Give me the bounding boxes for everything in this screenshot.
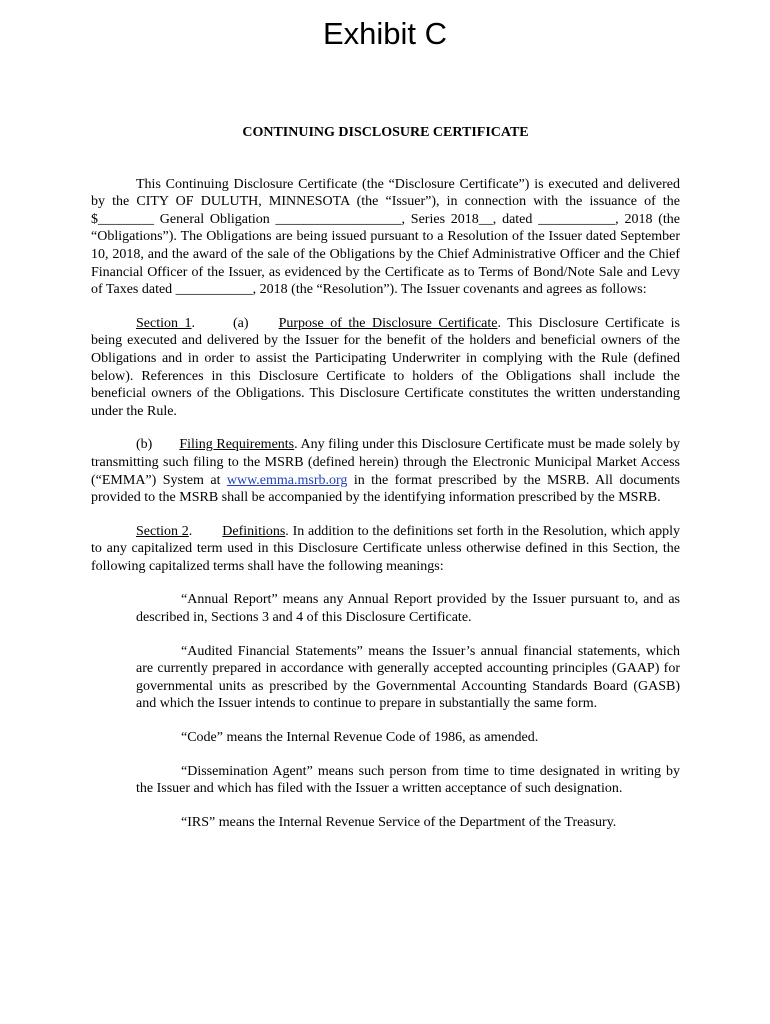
section-2-label: Section 2 — [136, 523, 189, 539]
definition-irs: “IRS” means the Internal Revenue Service of the Department of the Treasury. — [181, 814, 617, 830]
section-1b-text-after: in the format prescribed by the MSRB. All documents provided to the MSRB shall be accompanied by the identifying information prescribed by the MSRB. — [91, 472, 680, 506]
section-2-paragraph: Section 2. Definitions. In addition to the definitions set forth in the Resolution, which apply to any capitalized term used in this Disclosure Certificate unless otherwise defined in this Section, the following capitalized terms shall have the following meanings: — [91, 523, 680, 574]
document-body — [91, 124, 680, 831]
definition-annual-report: “Annual Report” means any Annual Report provided by the Issuer pursuant to, and as described in, Sections 3 and 4 of this Disclosure Certificate. — [136, 592, 680, 626]
definitions-list — [136, 591, 680, 831]
section-2-heading: Definitions — [222, 523, 286, 539]
intro-paragraph: This Continuing Disclosure Certificate (the “Disclosure Certificate”) is executed and delivered by the CITY OF DULUTH, MINNESOTA (the “Issuer”), in connection with the issuance of the $________ General Obligation __________________, Series 2018__, dated ___________, 2018 (the “Obligations”). The Obligations are being issued pursuant to a Resolution of the Issuer dated September 10, 2018, and the award of the sale of the Obligations by the Chief Administrative Officer and the Chief Financial Officer of the Issuer, as evidenced by the Certificate as to Terms of Bond/Note Sale and Levy of Taxes dated ___________, 2018 (the “Resolution”). The Issuer covenants and agrees as follows: — [91, 176, 680, 298]
document-title: CONTINUING DISCLOSURE CERTIFICATE — [242, 125, 529, 140]
definition-dissemination-agent: “Dissemination Agent” means such person from time to time designated in writing by the Issuer and which has filed with the Issuer a written acceptance of such designation. — [136, 763, 680, 797]
definition-audited-financial-statements: “Audited Financial Statements” means the Issuer’s annual financial statements, which are currently prepared in accordance with generally accepted accounting principles (GAAP) for governmental units as prescribed by the Governmental Accounting Standards Board (GASB) and which the Issuer intends to continue to prepare in substantially the same form. — [136, 643, 680, 712]
section-1-sub-a: (a) — [233, 315, 249, 331]
section-1-label: Section 1 — [136, 315, 192, 331]
section-1-text: . This Disclosure Certificate is being executed and delivered by the Issuer for the benefit of the holders and beneficial owners of the Obligations and in order to assist the Participating Underwriter in complying with the Rule (defined below). References in this Disclosure Certificate to holders of the Obligations shall include the beneficial owners of the Obligations. This Disclosure Certificate constitutes the written understanding under the Rule. — [91, 315, 680, 419]
emma-link[interactable]: www.emma.msrb.org — [226, 472, 348, 488]
definition-code: “Code” means the Internal Revenue Code of 1986, as amended. — [181, 730, 539, 746]
section-1b-paragraph — [91, 436, 680, 506]
section-1b-sub-b: (b) — [136, 437, 153, 453]
exhibit-title: Exhibit C — [322, 16, 448, 51]
section-1-heading: Purpose of the Disclosure Certificate — [278, 315, 498, 331]
section-1-paragraph: Section 1. (a) Purpose of the Disclosure Certificate. This Disclosure Certificate is being executed and delivered by the Issuer for the benefit of the holders and beneficial owners of the Obligations and in order to assist the Participating Underwriter in complying with the Rule (defined below). References in this Disclosure Certificate to holders of the Obligations shall include the beneficial owners of the Obligations. This Disclosure Certificate constitutes the written understanding under the Rule. — [91, 315, 680, 419]
section-1b-text-before: . Any filing under this Disclosure Certificate must be made solely by transmitting such filing to the MSRB (defined herein) through the Electronic Municipal Market Access (“EMMA”) System at — [91, 437, 680, 488]
section-2-text: . In addition to the definitions set forth in the Resolution, which apply to any capitalized term used in this Disclosure Certificate unless otherwise defined in this Section, the following capitalized terms shall have the following meanings: — [91, 523, 680, 574]
section-1b-heading: Filing Requirements — [179, 437, 295, 453]
